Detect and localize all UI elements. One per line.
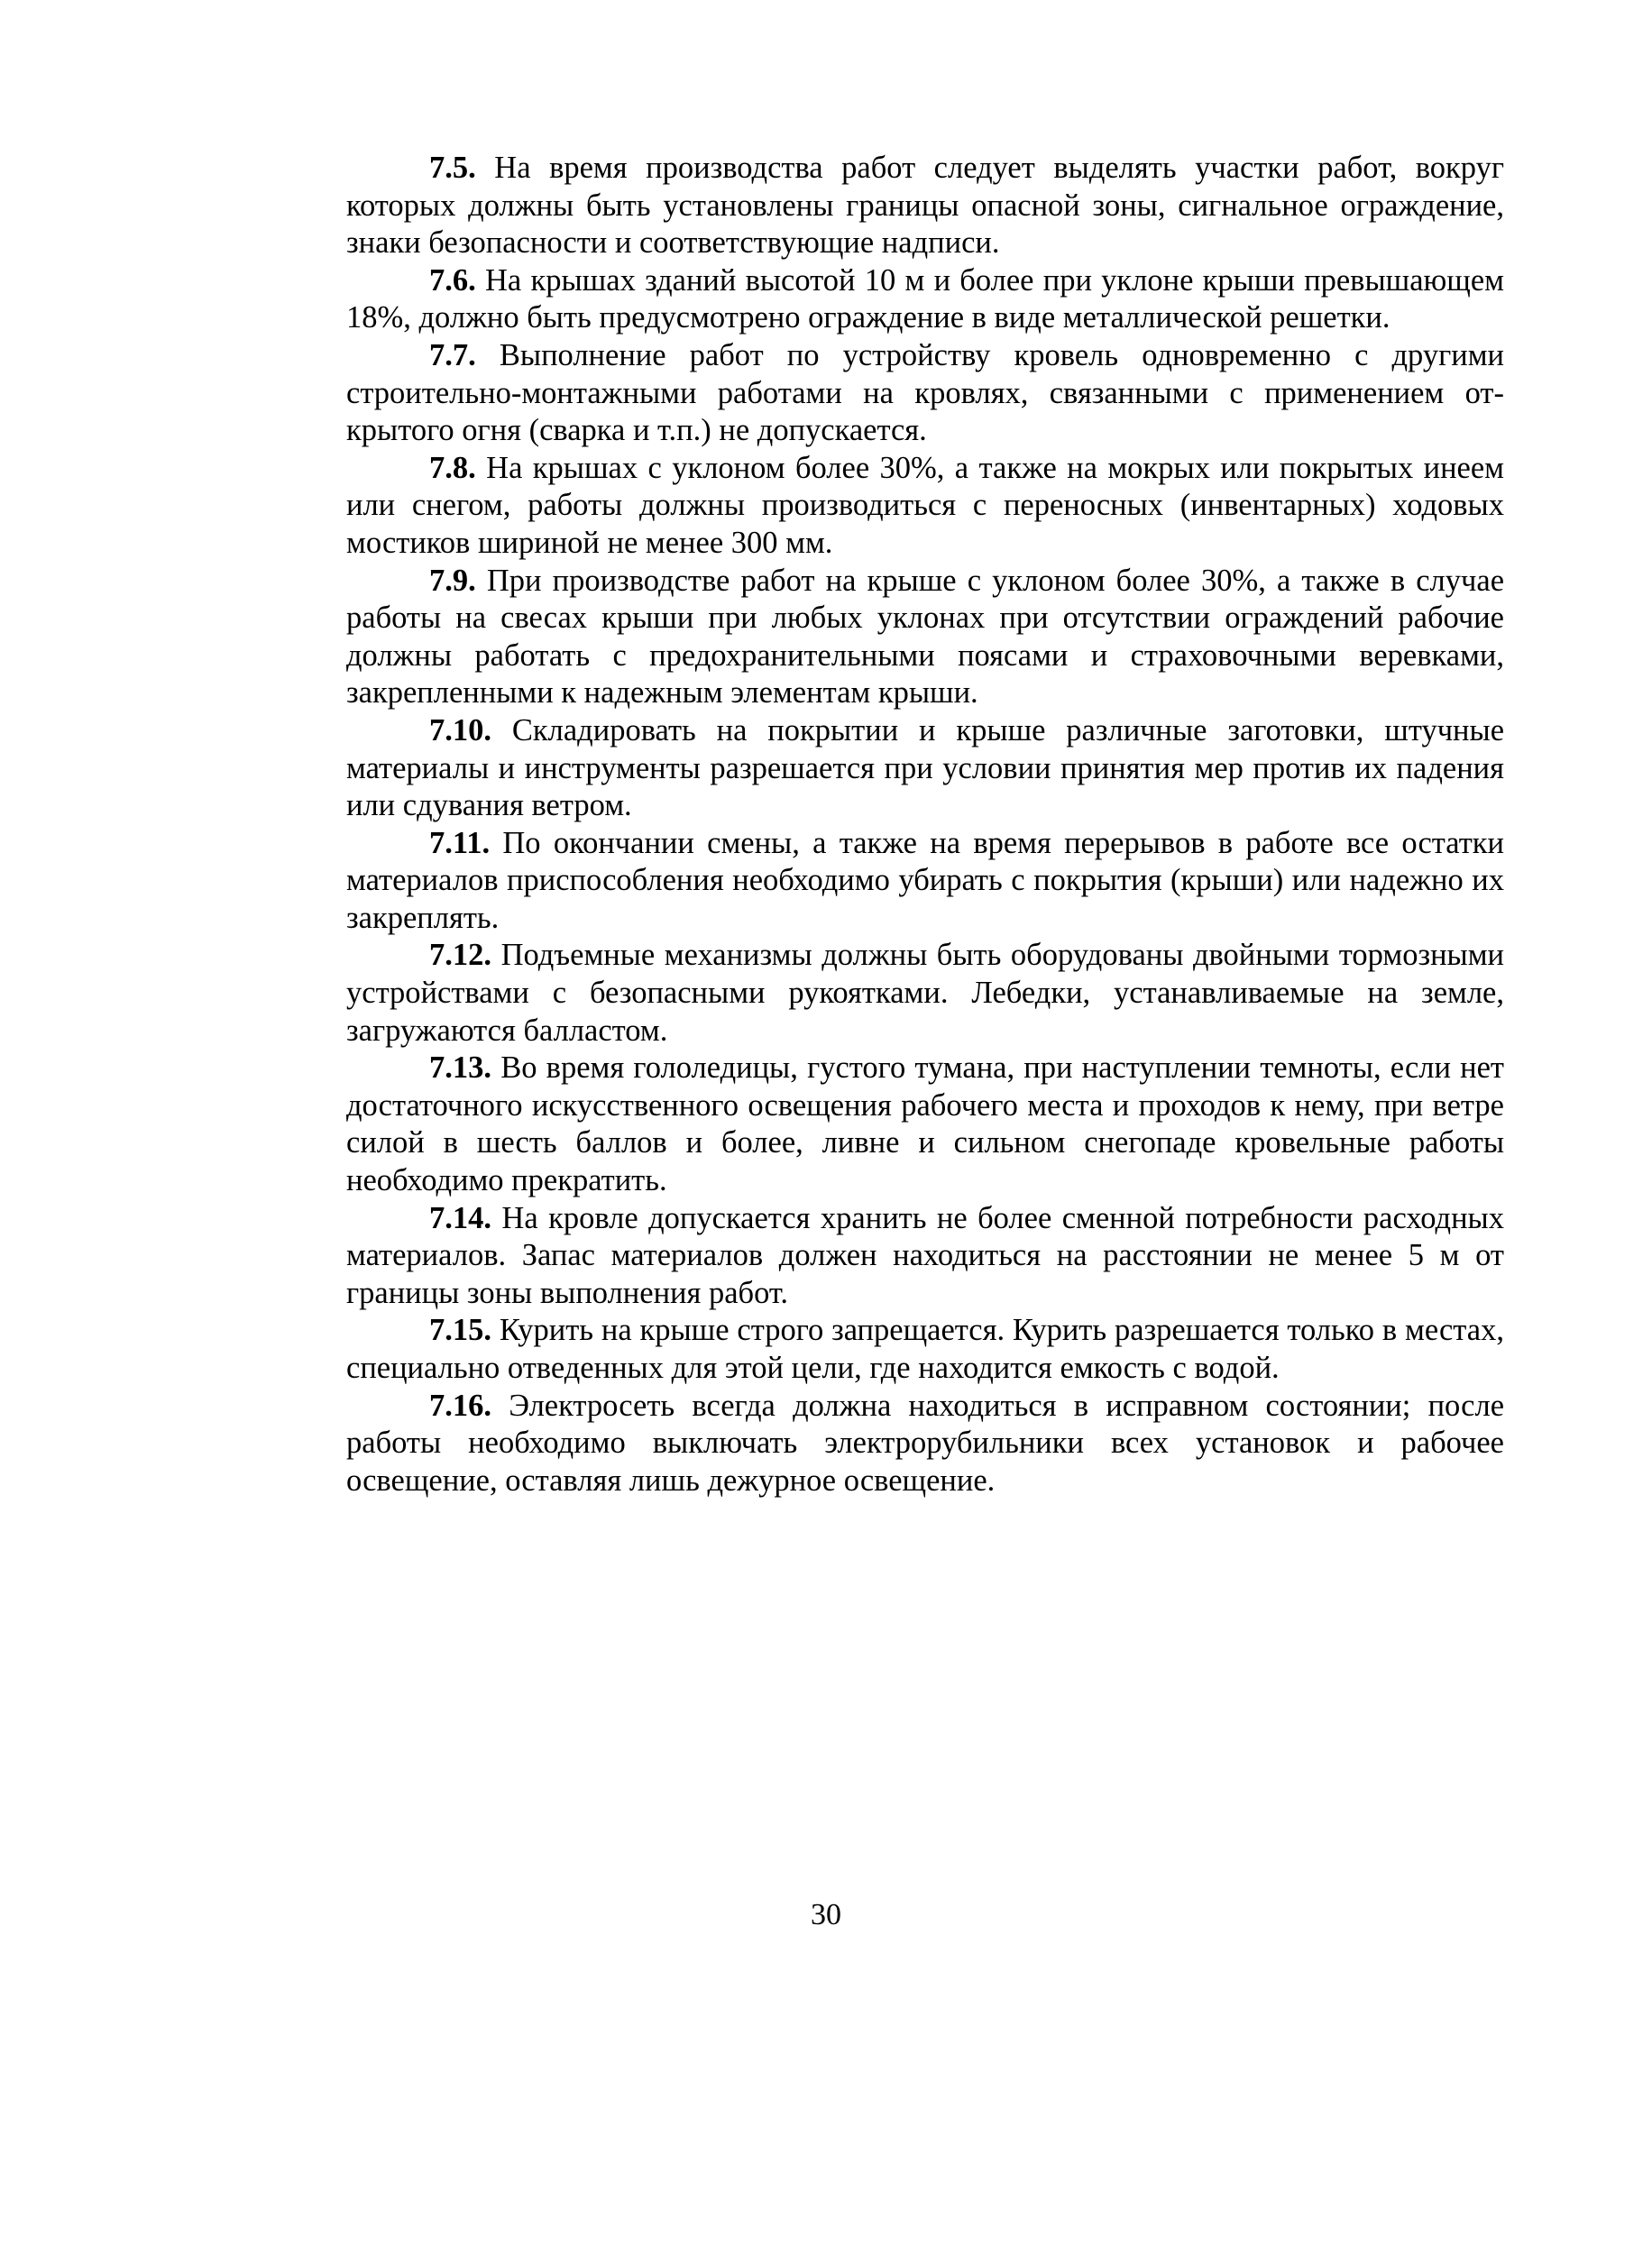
clause-text: Электросеть всегда должна находиться в исправном состоянии; после работы необходимо выключать электрорубильники всех установок и рабочее освещение, оставляя лишь дежурное освещение. <box>346 1388 1505 1498</box>
clause-text: Складировать на покрытии и крыше различные заготовки, штучные материалы и инструменты разрешается при условии принятия мер против их падения или сдувания ветром. <box>346 712 1505 823</box>
clause-number: 7.7. <box>429 337 476 372</box>
paragraph-7-16 <box>346 1388 1504 1500</box>
paragraph-7-14 <box>346 1200 1504 1313</box>
clause-text: На время производства работ следует выделять участки работ, вокруг которых должны быть установлены границы опасной зоны, сигнальное ограждение, знаки безопасности и соответствующие надписи. <box>346 151 1505 261</box>
clause-text: При производстве работ на крыше с уклоном более 30%, а также в случае работы на свесах крыши при любых уклонах при отсутствии ограждений рабочие должны работать с предохранительными поясами и страховочными веревками, закрепленными к надежным элементам крыши. <box>346 563 1505 711</box>
clause-number: 7.8. <box>429 450 476 485</box>
paragraph-7-6 <box>346 262 1504 337</box>
clause-number: 7.15. <box>429 1313 491 1348</box>
clause-number: 7.9. <box>429 563 476 598</box>
clause-text: Курить на крыше строго запрещается. Курить разрешается только в местах, специально отведенных для этой цели, где находится емкость с водой. <box>346 1313 1504 1385</box>
clause-number: 7.12. <box>429 938 491 973</box>
paragraph-7-13 <box>346 1050 1504 1199</box>
body-text <box>346 150 1504 1500</box>
paragraph-7-15 <box>346 1312 1504 1387</box>
clause-number: 7.6. <box>429 262 476 298</box>
paragraph-7-9 <box>346 563 1504 712</box>
clause-number: 7.11. <box>429 825 491 860</box>
clause-text: На крышах с уклоном более 30%, а также на мокрых или покрытых инеем или снегом, работы должны производиться с переносных (инвентарных) ходовых мостиков шириной не менее 300 мм. <box>346 450 1504 560</box>
paragraph-7-7 <box>346 337 1504 450</box>
clause-text: На крышах зданий высотой 10 м и более при уклоне крыши превышающем 18%, должно быть предусмотрено ограждение в виде металлической решетки. <box>346 262 1505 335</box>
paragraph-7-11 <box>346 825 1504 938</box>
clause-text: Выполнение работ по устройству кровель одновременно с другими строительно-монтажными работами на кровлях, связанными с применением открытого огня (сварка и т.п.) не допускается. <box>346 337 1505 448</box>
clause-text: По окончании смены, а также на время перерывов в работе все остатки материалов приспособления необходимо убирать с покрытия (крыши) или надежно их закреплять. <box>346 825 1504 935</box>
paragraph-7-10 <box>346 712 1504 825</box>
clause-number: 7.5. <box>429 151 476 185</box>
clause-text: На кровле допускается хранить не более сменной потребности расходных материалов. Запас материалов должен находиться на расстоянии не менее 5 м от границы зоны выполнения работ. <box>346 1200 1504 1310</box>
paragraph-7-8 <box>346 450 1504 563</box>
clause-number: 7.10. <box>429 712 491 747</box>
paragraph-7-12 <box>346 937 1504 1050</box>
clause-number: 7.14. <box>429 1200 491 1235</box>
clause-number: 7.13. <box>429 1050 491 1086</box>
clause-text: Подъемные механизмы должны быть оборудованы двойными тормозными устройствами с безопасными рукоятками. Лебедки, устанавливаемые на земле, загружаются балластом. <box>346 938 1505 1048</box>
clause-number: 7.16. <box>429 1388 491 1423</box>
clause-text: Во время гололедицы, густого тумана, при наступлении темноты, если нет достаточного искусственного освещения рабочего места и проходов к нему, при ветре силой в шесть баллов и более, ливне и сильном снегопаде кровельные работы необходимо прекратить. <box>346 1050 1504 1198</box>
page-number: 30 <box>811 1898 841 1931</box>
paragraph-7-5 <box>346 150 1504 262</box>
